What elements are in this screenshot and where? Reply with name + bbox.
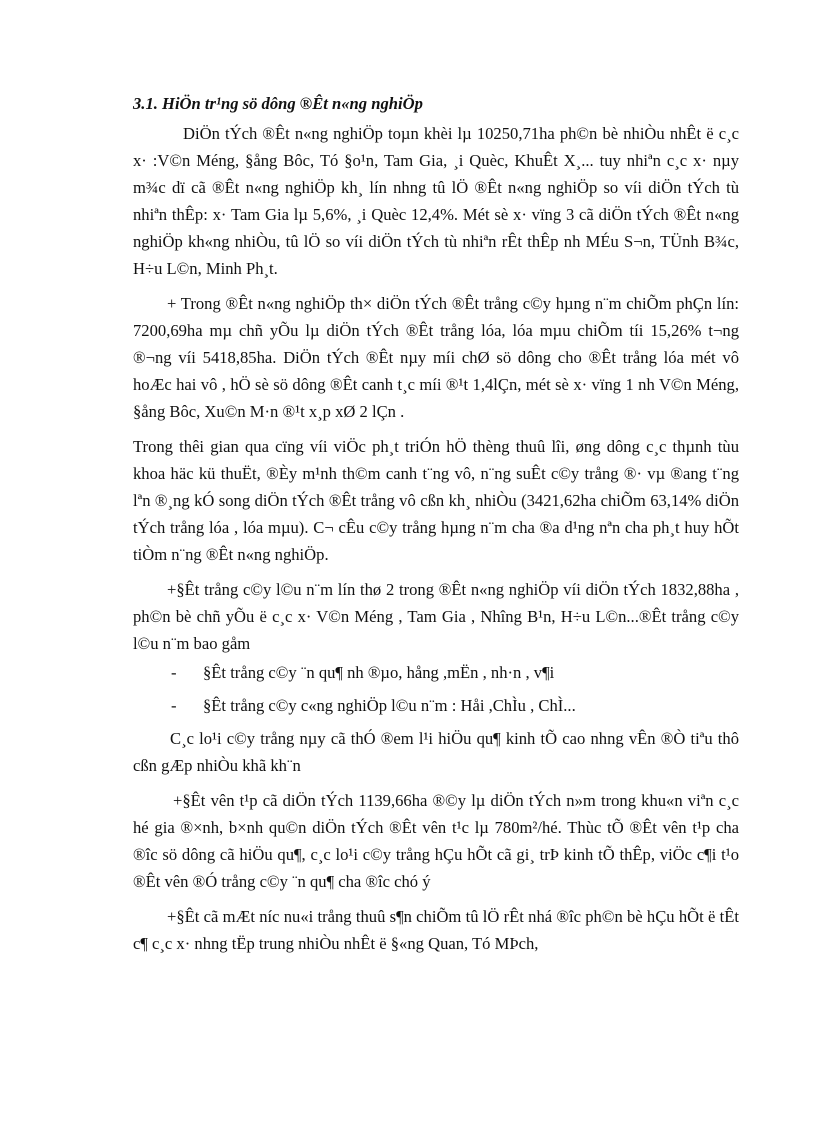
bullet-text: §Êt trång c©y c«ng nghiÖp l©u n¨m : Håi ,ChÌu , ChÌ... [203,696,576,715]
bullet-marker: - [171,696,177,715]
paragraph-garden-land: +§Êt vên t¹p cã diÖn tÝch 1139,66ha ®©y lµ diÖn tÝch n»m trong khu«n viªn c¸c hé gia ®×nh, b×nh qu©n diÖn tÝch ®Êt vên t¹c lµ 780m²/hé. Thùc tÕ ®Êt vên t¹p cha ®îc sö dông cã hiÖu qu¶, c¸c lo¹i c©y trång hÇu hÕt cã gi¸ trÞ kinh tÕ thÊp, viÖc c¶i t¹o ®Êt vên ®Ó trång c©y ¨n qu¶ cha ®îc chó ý [133,791,739,891]
paragraph-land-area: DiÖn tÝch ®Êt n«ng nghiÖp toµn khèi lµ 10250,71ha ph©n bè nhiÒu nhÊt ë c¸c x· :V©n Méng, §ång Bôc, Tó §o¹n, Tam Gia, ¸i Quèc, KhuÊt X¸... tuy nhiªn c¸c x· nµy m¾c dï cã ®Êt n«ng nghiÖp kh¸ lín nhng tû lÖ ®Êt n«ng nghiÖp so víi diÖn tÝch tù nhiªn thÊp: x· Tam Gia lµ 5,6%, ¸i Quèc 12,4%. Mét sè x· vïng 3 cã diÖn tÝch ®Êt n«ng nghiÖp kh«ng nhiÒu, tû lÖ so víi diÖn tÝch tù nhiªn rÊt thÊp nh MÉu S¬n, TÜnh B¾c, H÷u L©n, Minh Ph¸t. [133,124,739,278]
paragraph-development: Trong thêi gian qua cïng víi viÖc ph¸t triÓn hÖ thèng thuû lîi, øng dông c¸c thµnh tùu khoa häc kü thuËt, ®Èy m¹nh th©m canh t¨ng vô, n¨ng suÊt c©y trång ®· vµ ®ang t¨ng lªn ®¸ng kÓ song diÖn tÝch ®Êt trång vô cßn kh¸ nhiÒu (3421,62ha chiÕm 63,14% diÖn tÝch trång lóa , lóa mµu). C¬ cÊu c©y trång hµng n¨m cha ®a d¹ng nªn cha ph¸t huy hÕt tiÒm n¨ng ®Êt n«ng nghiÖp. [133,437,739,564]
bullet-item [133,659,739,686]
paragraph-perennial-crops: +§Êt trång c©y l©u n¨m lín thø 2 trong ®Êt n«ng nghiÖp víi diÖn tÝch 1832,88ha , ph©n bè chñ yÕu ë c¸c x· V©n Méng , Tam Gia , Nhîng B¹n, H÷u L©n...®Êt trång c©y l©u n¨m bao gåm [133,580,739,653]
paragraph-annual-crops: + Trong ®Êt n«ng nghiÖp th× diÖn tÝch ®Êt trång c©y hµng n¨m chiÕm phÇn lín: 7200,69ha mµ chñ yÕu lµ diÖn tÝch ®Êt trång lóa, lóa mµu chiÕm tíi 15,26% t¬ng ®¬ng víi 5418,85ha. DiÖn tÝch ®Êt nµy míi chØ sö dông cho ®Êt trång lóa mét vô hoÆc hai vô , hÖ sè sö dông ®Êt canh t¸c míi ®¹t 1,4lÇn, mét sè x· vïng 1 nh V©n Méng, §ång Bôc, Xu©n M·n ®¹t x¸p xØ 2 lÇn . [133,294,739,421]
paragraph-aquaculture: +§Êt cã mÆt níc nu«i trång thuû s¶n chiÕm tû lÖ rÊt nhá ®îc ph©n bè hÇu hÕt ë tÊt c¶ c¸c x· nhng tËp trung nhiÒu nhÊt ë §«ng Quan, Tó MÞch, [133,907,739,953]
bullet-marker: - [171,663,177,682]
document-body [133,92,739,965]
paragraph-crop-efficiency: C¸c lo¹i c©y trång nµy cã thÓ ®em l¹i hiÖu qu¶ kinh tÕ cao nhng vÊn ®Ò tiªu thô cßn gÆp nhiÒu khã kh¨n [133,729,739,775]
bullet-item [133,692,739,719]
bullet-text: §Êt trång c©y ¨n qu¶ nh ®µo, hång ,mËn , nh·n , v¶i [203,663,555,682]
section-heading: 3.1. HiÖn tr¹ng sö dông ®Êt n«ng nghiÖp [133,94,423,113]
